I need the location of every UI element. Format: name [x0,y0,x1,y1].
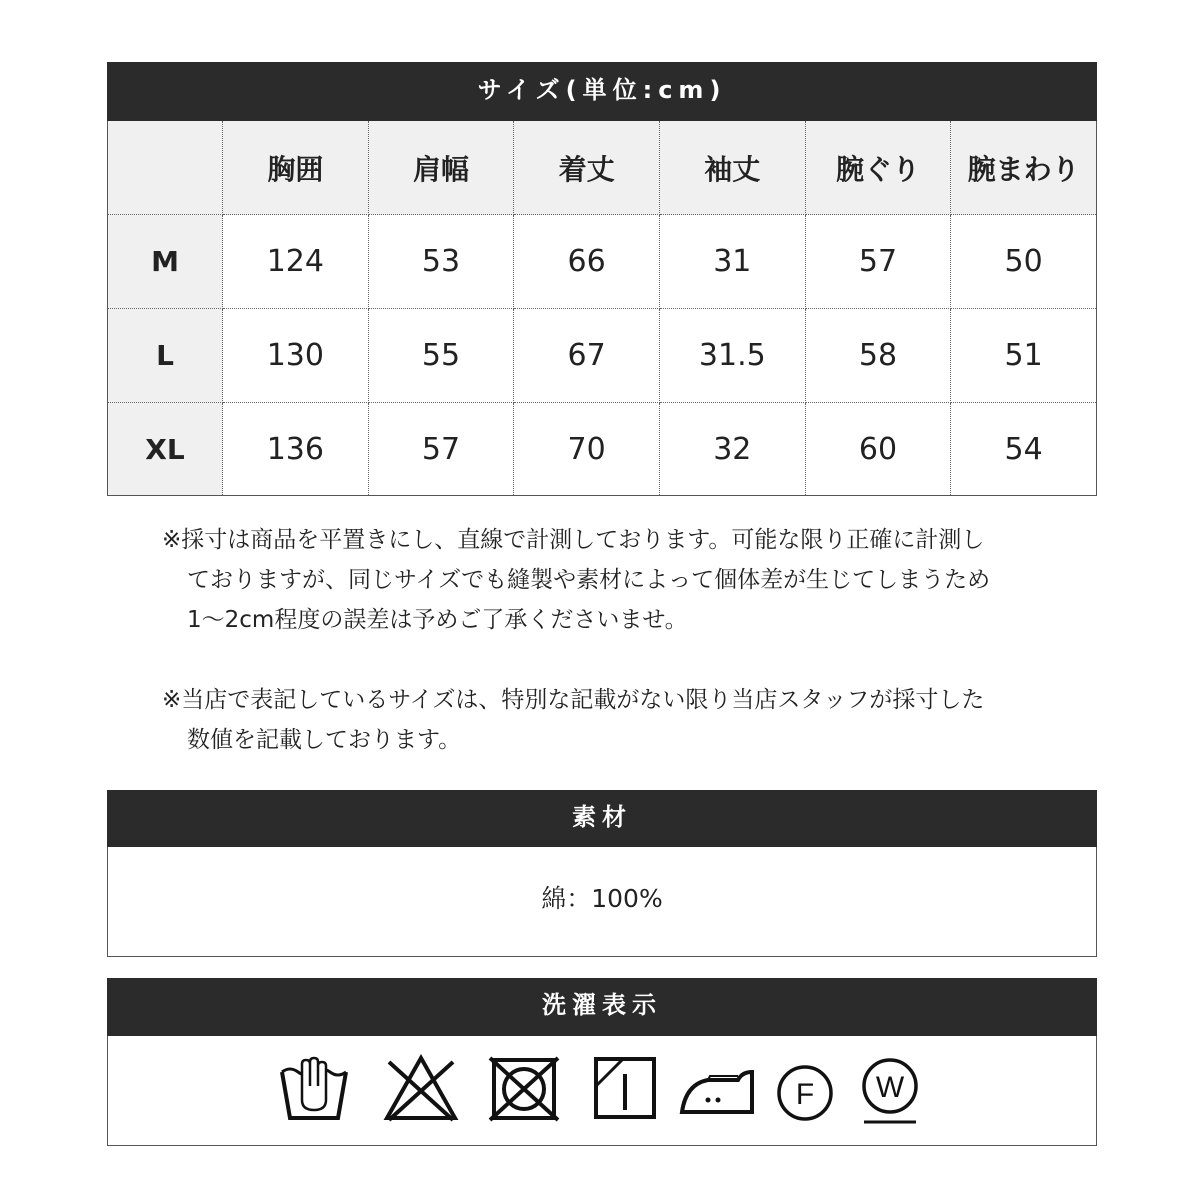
column-header-chest: 胸囲 [223,121,369,215]
wet-clean-w-icon [858,1056,922,1128]
no-bleach-icon [383,1054,459,1124]
note-line: ※採寸は商品を平置きにし、直線で計測しております。可能な限り正確に計測し [162,527,985,553]
size-notation-note [162,680,1062,760]
table-row [108,215,1097,309]
material-section [107,790,1097,957]
table-cell: 70 [514,403,660,496]
washing-section [107,978,1097,1146]
column-header-sleeve: 袖丈 [659,121,805,215]
washing-icons [108,1036,1096,1144]
table-cell: 54 [951,403,1097,496]
column-header-arm-circumference: 腕まわり [951,121,1097,215]
material-value: 綿：100% [541,884,663,913]
table-row [108,403,1097,496]
table-cell: 53 [368,215,514,309]
column-header-shoulder: 肩幅 [368,121,514,215]
table-cell: 31 [659,215,805,309]
table-corner-cell [108,121,223,215]
table-cell: 50 [951,215,1097,309]
table-cell: 60 [805,403,951,496]
table-cell: 124 [223,215,369,309]
note-line: 1～2cm程度の誤差は予めご了承くださいませ。 [187,607,688,633]
table-cell: 130 [223,309,369,403]
table-cell: 58 [805,309,951,403]
column-header-length: 着丈 [514,121,660,215]
table-cell: 57 [368,403,514,496]
table-cell: 136 [223,403,369,496]
size-table-title: サイズ(単位:cm) [107,62,1097,121]
hand-wash-icon [278,1056,350,1124]
table-cell: 51 [951,309,1097,403]
table-cell: 66 [514,215,660,309]
table-cell: 32 [659,403,805,496]
dry-clean-letter: F [795,1078,815,1111]
table-cell: 31.5 [659,309,805,403]
size-table-section [107,62,1097,496]
iron-low-temp-icon [678,1062,754,1118]
note-line: 数値を記載しております。 [187,727,462,753]
wet-clean-letter: W [875,1071,905,1104]
material-title: 素材 [107,790,1097,847]
note-line: ※当店で表記しているサイズは、特別な記載がない限り当店スタッフが採寸した [162,687,985,713]
dry-clean-f-icon [776,1064,834,1122]
size-table-header-row [108,121,1097,215]
washing-title: 洗濯表示 [107,978,1097,1036]
table-row [108,309,1097,403]
note-line: ておりますが、同じサイズでも縫製や素材によって個体差が生じてしまうため [187,567,991,593]
table-cell: 55 [368,309,514,403]
table-cell: 57 [805,215,951,309]
table-cell: 67 [514,309,660,403]
column-header-armhole: 腕ぐり [805,121,951,215]
no-tumble-dry-icon [488,1056,560,1122]
size-table [107,121,1097,496]
line-dry-shade-icon [593,1056,657,1120]
row-header-size: L [108,309,223,403]
measurement-note [162,520,1062,640]
row-header-size: XL [108,403,223,496]
row-header-size: M [108,215,223,309]
